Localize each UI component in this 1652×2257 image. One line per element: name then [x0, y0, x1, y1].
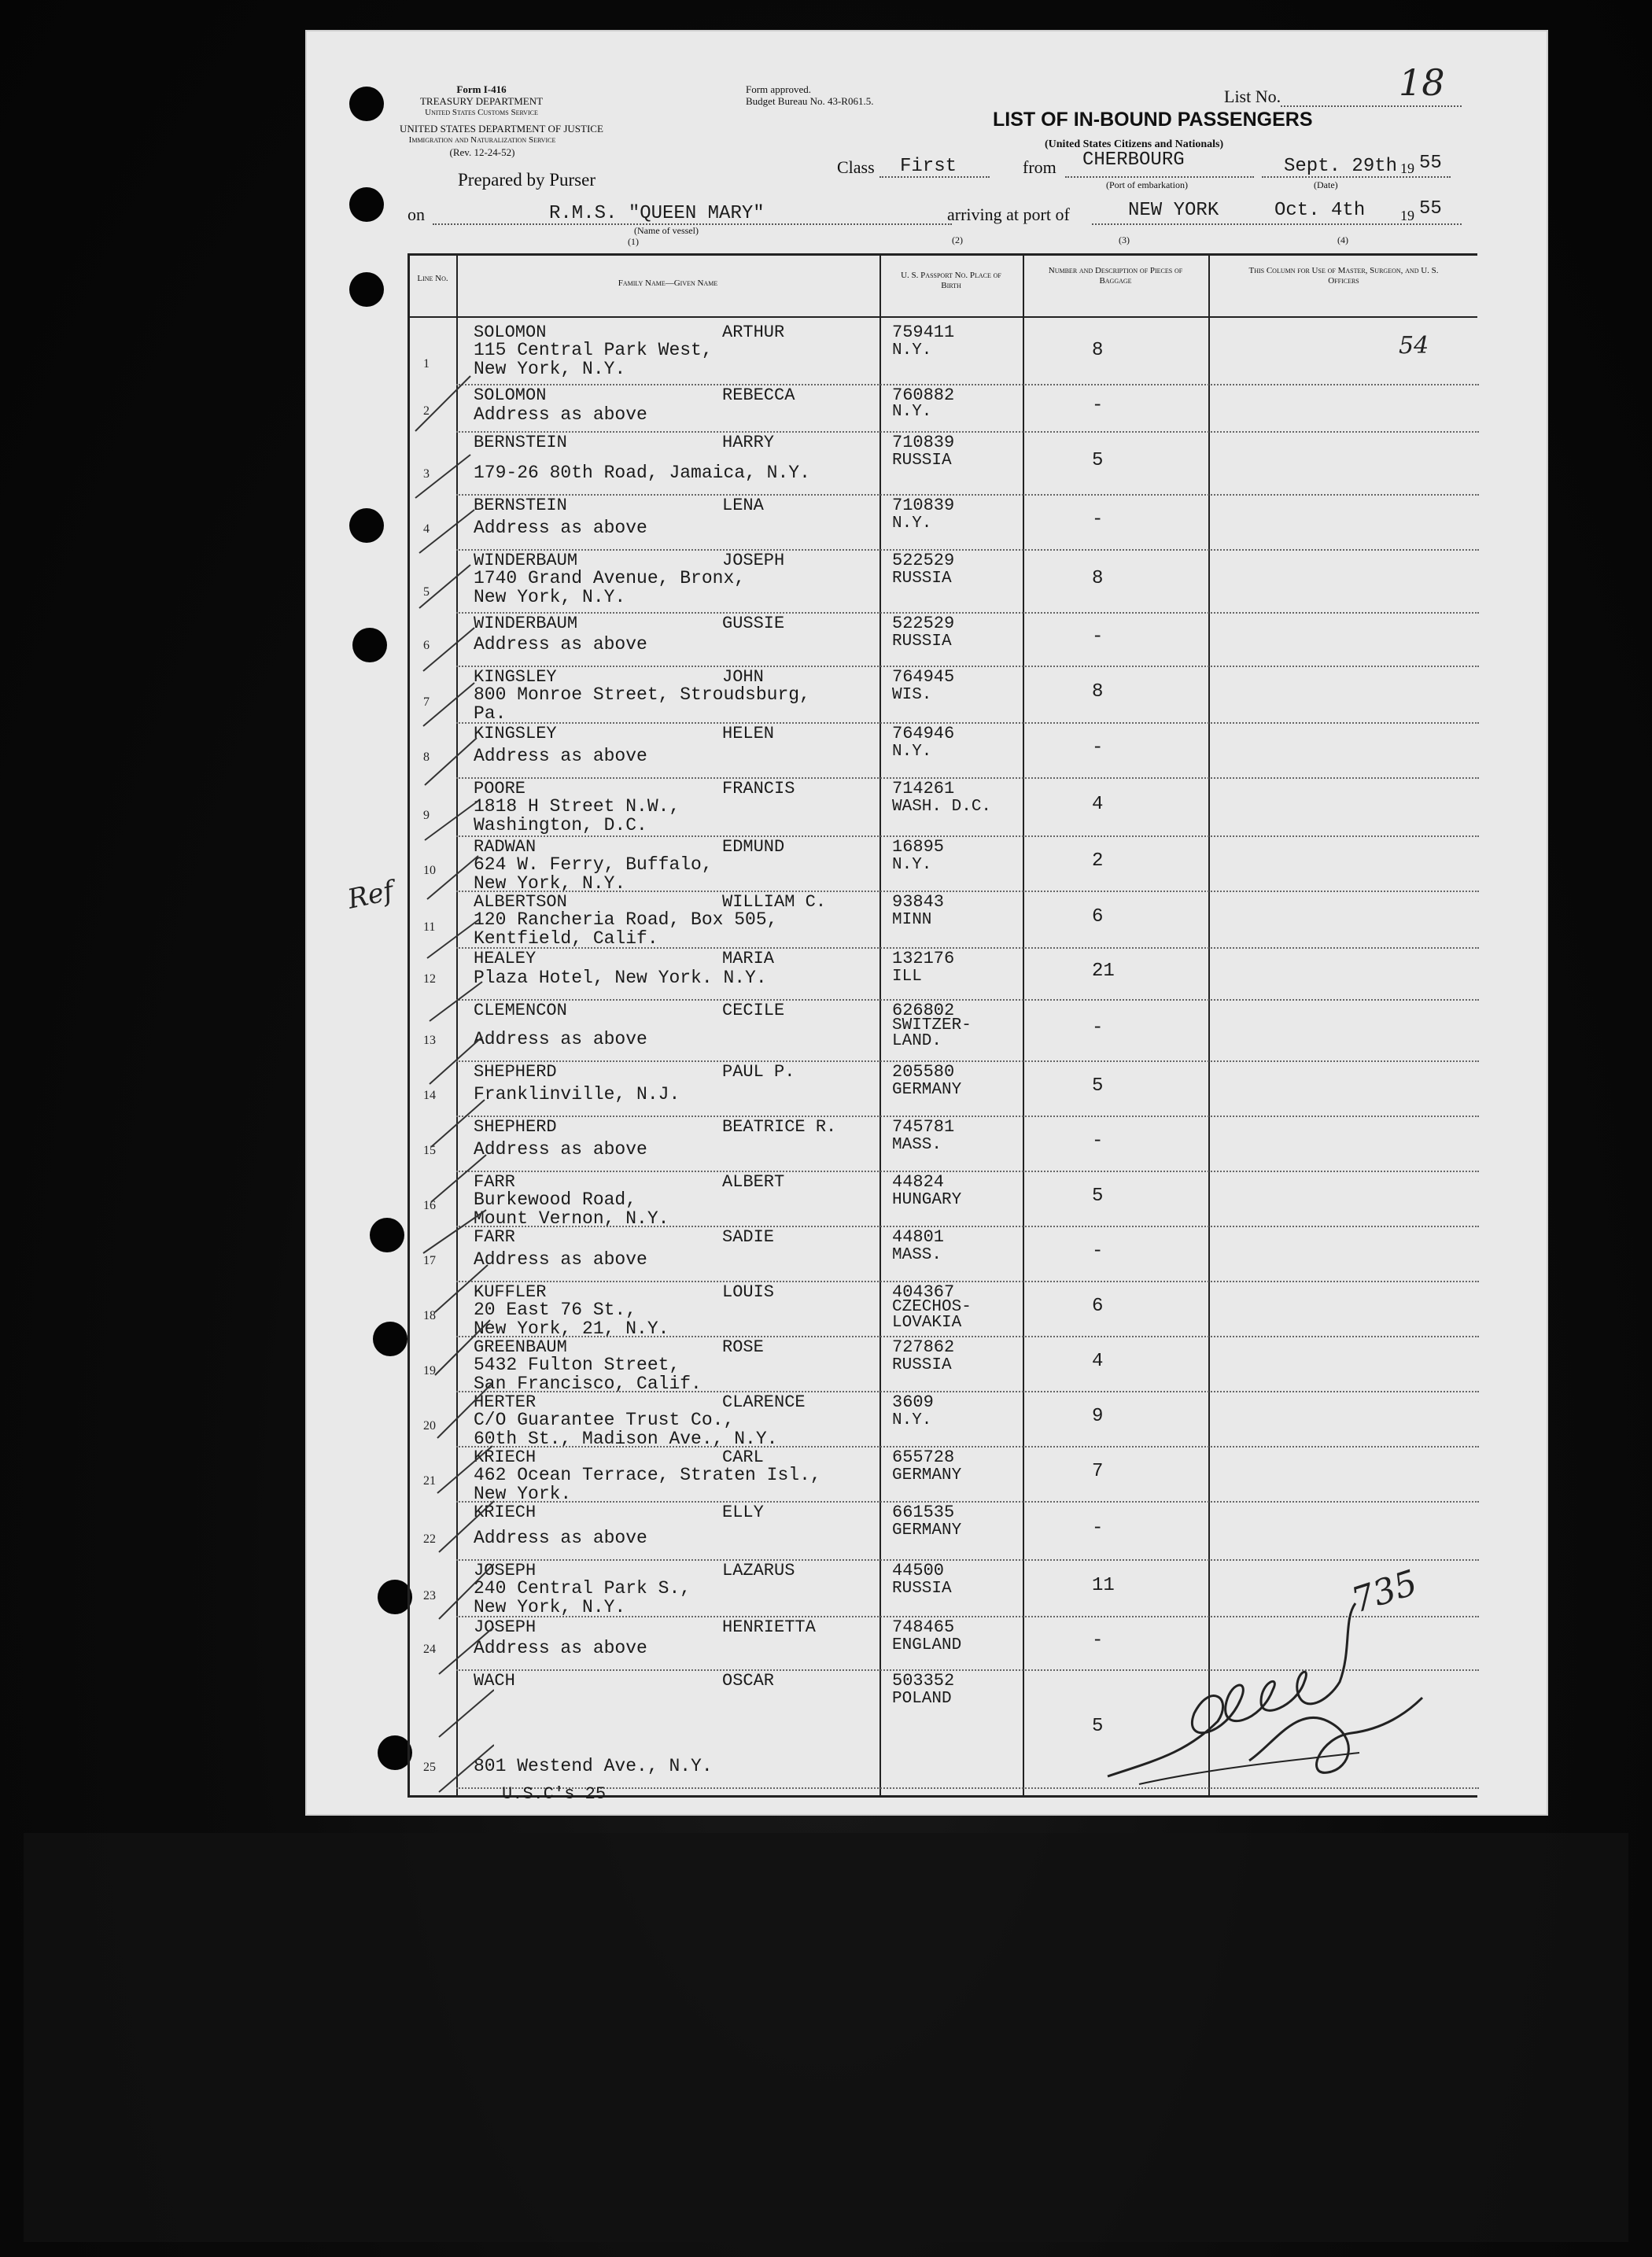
passport-number: 764946 [892, 724, 955, 743]
col-header-name: Family Name—Given Name [618, 278, 718, 288]
address-line-1: Address as above [474, 1249, 647, 1270]
place-of-birth: RUSSIA [892, 1580, 952, 1598]
given-name: ALBERT [722, 1172, 785, 1192]
place-of-birth: WIS. [892, 686, 932, 704]
address-line-1: Address as above [474, 404, 647, 425]
baggage-count: - [1092, 1630, 1104, 1651]
arrival-port: NEW YORK [1128, 200, 1219, 221]
approval-block [746, 83, 873, 107]
baggage-count: 5 [1092, 450, 1104, 471]
punch-hole [349, 87, 384, 121]
family-name: KRIECH [474, 1448, 537, 1467]
on-label: on [407, 205, 425, 224]
address-line-1: Address as above [474, 746, 647, 766]
address-line-1: 240 Central Park S., [474, 1578, 691, 1599]
scan-shadow [24, 1833, 1628, 2242]
line-number: 1 [423, 357, 430, 371]
address-line-1: Plaza Hotel, New York. N.Y. [474, 968, 767, 988]
family-name: CLEMENCON [474, 1001, 567, 1020]
baggage-count: 9 [1092, 1406, 1104, 1427]
given-name: LAZARUS [722, 1561, 795, 1580]
inspector-signature [1092, 1564, 1469, 1792]
from-line [1065, 176, 1254, 178]
address-line-1: 115 Central Park West, [474, 340, 713, 360]
place-of-birth: ENGLAND [892, 1636, 962, 1654]
baggage-count: 6 [1092, 1296, 1104, 1317]
baggage-count: 21 [1092, 961, 1115, 982]
address-line-1: Address as above [474, 1029, 647, 1049]
place-of-birth: N.Y. [892, 514, 932, 533]
line-number: 4 [423, 522, 430, 536]
baggage-count: - [1092, 1518, 1104, 1539]
address-line-1: 462 Ocean Terrace, Straten Isl., [474, 1465, 821, 1485]
passport-number: 661535 [892, 1503, 955, 1522]
caption-4: (4) [1337, 234, 1348, 245]
ins-service: Immigration and Naturalization Service [408, 135, 556, 145]
family-name: FARR [474, 1227, 515, 1247]
col-header-line-no: Line No. [417, 274, 448, 283]
baggage-count: - [1092, 1241, 1104, 1262]
given-name: REBECCA [722, 385, 795, 405]
place-of-birth: N.Y. [892, 341, 932, 360]
list-no-value: 18 [1399, 61, 1445, 104]
punch-hole [349, 187, 384, 222]
line-number: 6 [423, 639, 430, 652]
family-name: HEALEY [474, 949, 537, 968]
passport-number: 522529 [892, 614, 955, 633]
address-line-2: San Francisco, Calif. [474, 1374, 702, 1394]
baggage-count: 8 [1092, 568, 1104, 589]
place-of-birth: POLAND [892, 1690, 952, 1708]
line-number: 22 [423, 1532, 436, 1546]
line-number: 15 [423, 1144, 436, 1157]
address-line-2: New York, N.Y. [474, 359, 626, 379]
from-value: CHERBOURG [1082, 149, 1185, 171]
form-number: Form I-416 [456, 83, 507, 95]
passport-number: 727862 [892, 1337, 955, 1357]
family-name: SHEPHERD [474, 1117, 557, 1137]
line-number: 9 [423, 809, 430, 822]
family-name: GREENBAUM [474, 1337, 567, 1357]
given-name: CLARENCE [722, 1392, 806, 1412]
date-value: Sept. 29th [1284, 156, 1398, 177]
address-line-1: Address as above [474, 1638, 647, 1658]
margin-note: Ref [345, 875, 396, 916]
place-of-birth: N.Y. [892, 743, 932, 761]
baggage-count: 6 [1092, 906, 1104, 928]
justice-dept: UNITED STATES DEPARTMENT OF JUSTICE [400, 123, 603, 135]
place-of-birth: N.Y. [892, 856, 932, 874]
line-number: 7 [423, 695, 430, 709]
passport-number: 503352 [892, 1671, 955, 1691]
from-label: from [1023, 157, 1056, 177]
passport-number: 760882 [892, 385, 955, 405]
summary-note: U.S.C's 25 [502, 1784, 607, 1804]
family-name: JOSEPH [474, 1617, 537, 1637]
address-line-2: New York. [474, 1484, 572, 1504]
given-name: WILLIAM C. [722, 892, 827, 912]
passport-number: 44500 [892, 1561, 945, 1580]
place-of-birth: WASH. D.C. [892, 798, 992, 816]
address-line-1: Franklinville, N.J. [474, 1084, 680, 1105]
passport-number: 759411 [892, 323, 955, 342]
place-of-birth: RUSSIA [892, 632, 952, 651]
line-number: 11 [423, 920, 436, 934]
baggage-count: 11 [1092, 1575, 1115, 1596]
place-of-birth: RUSSIA [892, 452, 952, 470]
family-name: SOLOMON [474, 385, 547, 405]
family-name: HERTER [474, 1392, 537, 1412]
caption-1: (1) [628, 236, 639, 247]
passport-number: 44801 [892, 1227, 945, 1247]
address-line-2: Kentfield, Calif. [474, 928, 658, 949]
baggage-count: - [1092, 626, 1104, 647]
prepared-by: Prepared by Purser [458, 170, 596, 190]
line-number: 2 [423, 404, 430, 418]
line-number: 21 [423, 1474, 436, 1488]
line-number: 8 [423, 750, 430, 764]
line-number: 17 [423, 1254, 436, 1267]
line-number: 5 [423, 585, 430, 599]
place-of-birth: RUSSIA [892, 1356, 952, 1374]
year-value: 55 [1419, 153, 1442, 174]
place-of-birth: GERMANY [892, 1081, 962, 1099]
address-line-2: New York, N.Y. [474, 873, 626, 894]
baggage-count: 5 [1092, 1186, 1104, 1207]
family-name: SHEPHERD [474, 1062, 557, 1082]
address-line-1: 801 Westend Ave., N.Y. [474, 1756, 713, 1776]
address-line-1: 624 W. Ferry, Buffalo, [474, 854, 713, 875]
family-name: WINDERBAUM [474, 614, 578, 633]
place-of-birth: HUNGARY [892, 1191, 962, 1209]
line-number: 10 [423, 864, 436, 877]
given-name: ARTHUR [722, 323, 785, 342]
address-line-2: Mount Vernon, N.Y. [474, 1208, 669, 1229]
approval-line: Form approved. [746, 83, 812, 95]
given-name: OSCAR [722, 1671, 775, 1691]
passport-number: 522529 [892, 551, 955, 570]
budget-bureau: Budget Bureau No. 43-R061.5. [746, 95, 874, 107]
punch-hole [349, 272, 384, 307]
address-line-1: 120 Rancheria Road, Box 505, [474, 909, 778, 930]
arriving-label: arriving at port of [947, 205, 1070, 224]
address-line-1: 800 Monroe Street, Stroudsburg, [474, 684, 810, 705]
passport-number: 205580 [892, 1062, 955, 1082]
line-number: 13 [423, 1034, 436, 1047]
caption-2: (2) [952, 234, 963, 245]
address-line-1: Address as above [474, 1528, 647, 1548]
line-number: 23 [423, 1589, 436, 1602]
baggage-count: - [1092, 737, 1104, 758]
given-name: HARRY [722, 433, 775, 452]
line-number: 19 [423, 1364, 436, 1377]
address-line-1: Address as above [474, 1139, 647, 1160]
passport-number: 745781 [892, 1117, 955, 1137]
baggage-count: 2 [1092, 850, 1104, 872]
caption-3: (3) [1119, 234, 1130, 245]
given-name: LENA [722, 496, 764, 515]
baggage-count: 8 [1092, 340, 1104, 361]
passenger-list-page [305, 30, 1548, 1816]
family-name: KUFFLER [474, 1282, 547, 1302]
baggage-count: 4 [1092, 794, 1104, 815]
given-name: BEATRICE R. [722, 1117, 837, 1137]
address-line-2: Pa. [474, 703, 507, 724]
baggage-count: - [1092, 1130, 1104, 1152]
given-name: EDMUND [722, 837, 785, 857]
family-name: ALBERTSON [474, 892, 567, 912]
given-name: JOSEPH [722, 551, 785, 570]
line-number: 18 [423, 1309, 436, 1322]
col-header-baggage: Number and Description of Pieces of Baggage [1048, 266, 1183, 286]
vessel-caption: (Name of vessel) [634, 225, 699, 236]
baggage-count: 5 [1092, 1716, 1104, 1737]
given-name: GUSSIE [722, 614, 785, 633]
place-of-birth: CZECHOS-LOVAKIA [892, 1298, 972, 1332]
family-name: JOSEPH [474, 1561, 537, 1580]
given-name: CECILE [722, 1001, 785, 1020]
family-name: KINGSLEY [474, 667, 557, 687]
passport-number: 404367 [892, 1282, 955, 1302]
treasury-dept: TREASURY DEPARTMENT [419, 95, 544, 107]
line-number: 20 [423, 1419, 436, 1433]
passport-number: 132176 [892, 949, 955, 968]
address-line-2: New York, N.Y. [474, 1597, 626, 1617]
place-of-birth: GERMANY [892, 1466, 962, 1484]
address-line-1: 179-26 80th Road, Jamaica, N.Y. [474, 463, 810, 483]
family-name: SOLOMON [474, 323, 547, 342]
arrival-date: Oct. 4th [1274, 200, 1366, 221]
passport-number: 3609 [892, 1392, 934, 1412]
given-name: SADIE [722, 1227, 775, 1247]
baggage-count: 5 [1092, 1075, 1104, 1097]
passport-number: 710839 [892, 433, 955, 452]
table-header-border [407, 316, 1477, 318]
passport-number: 44824 [892, 1172, 945, 1192]
address-line-1: 1818 H Street N.W., [474, 796, 680, 817]
baggage-count: - [1092, 1017, 1104, 1038]
class-label: Class [837, 157, 875, 177]
line-number: 25 [423, 1761, 436, 1774]
address-line-1: Address as above [474, 518, 647, 538]
passport-number: 748465 [892, 1617, 955, 1637]
place-of-birth: N.Y. [892, 403, 932, 421]
family-name: RADWAN [474, 837, 537, 857]
justice-block [400, 123, 603, 158]
passport-number: 16895 [892, 837, 945, 857]
customs-service: United States Customs Service [425, 108, 538, 117]
baggage-count: 4 [1092, 1351, 1104, 1372]
given-name: LOUIS [722, 1282, 775, 1302]
baggage-count: - [1092, 509, 1104, 530]
address-line-2: New York, 21, N.Y. [474, 1318, 669, 1339]
form-header-agencies [403, 83, 560, 119]
family-name: FARR [474, 1172, 515, 1192]
given-name: ROSE [722, 1337, 764, 1357]
col-header-officers: This Column for Use of Master, Surgeon, and U. S. Officers [1248, 266, 1439, 286]
line-number: 12 [423, 972, 436, 986]
officer-note: 54 [1399, 332, 1429, 360]
line-number: 14 [423, 1089, 436, 1102]
family-name: KRIECH [474, 1503, 537, 1522]
given-name: FRANCIS [722, 779, 795, 798]
form-subtitle: (United States Citizens and Nationals) [1045, 138, 1224, 150]
place-of-birth: RUSSIA [892, 570, 952, 588]
list-no-line [1281, 105, 1462, 107]
given-name: ELLY [722, 1503, 764, 1522]
place-of-birth: SWITZER-LAND. [892, 1016, 972, 1050]
baggage-count: 8 [1092, 681, 1104, 703]
passport-number: 93843 [892, 892, 945, 912]
vessel-value: R.M.S. "QUEEN MARY" [549, 203, 765, 224]
baggage-count: 7 [1092, 1461, 1104, 1482]
place-of-birth: MASS. [892, 1136, 942, 1154]
port-embarkation-caption: (Port of embarkation) [1106, 179, 1188, 190]
place-of-birth: N.Y. [892, 1411, 932, 1429]
arrival-year: 55 [1419, 198, 1442, 219]
passport-number: 626802 [892, 1001, 955, 1020]
passport-number: 714261 [892, 779, 955, 798]
given-name: PAUL P. [722, 1062, 795, 1082]
given-name: CARL [722, 1448, 764, 1467]
family-name: WINDERBAUM [474, 551, 578, 570]
date-caption: (Date) [1314, 179, 1338, 190]
address-line-1: 20 East 76 St., [474, 1300, 637, 1320]
address-line-2: 60th St., Madison Ave., N.Y. [474, 1429, 778, 1449]
passport-number: 710839 [892, 496, 955, 515]
given-name: HELEN [722, 724, 775, 743]
family-name: POORE [474, 779, 526, 798]
place-of-birth: MASS. [892, 1246, 942, 1264]
family-name: KINGSLEY [474, 724, 557, 743]
class-value: First [900, 156, 957, 177]
arrival-year-prefix: 19 [1400, 208, 1414, 223]
list-no-label: List No. [1224, 87, 1281, 106]
address-line-1: 1740 Grand Avenue, Bronx, [474, 568, 746, 588]
address-line-1: Burkewood Road, [474, 1189, 637, 1210]
form-title: LIST OF IN-BOUND PASSENGERS [993, 109, 1313, 131]
passport-number: 764945 [892, 667, 955, 687]
given-name: JOHN [722, 667, 764, 687]
given-name: MARIA [722, 949, 775, 968]
place-of-birth: MINN [892, 911, 932, 929]
check-marks [337, 329, 494, 1824]
address-line-1: 5432 Fulton Street, [474, 1355, 680, 1375]
family-name: WACH [474, 1671, 515, 1691]
year-prefix: 19 [1400, 160, 1414, 176]
address-line-2: Washington, D.C. [474, 815, 647, 835]
baggage-count: - [1092, 395, 1104, 416]
passport-number: 655728 [892, 1448, 955, 1467]
line-number: 24 [423, 1643, 436, 1656]
address-line-1: C/O Guarantee Trust Co., [474, 1410, 735, 1430]
officer-total: 735 [1347, 1562, 1422, 1621]
address-line-2: New York, N.Y. [474, 587, 626, 607]
family-name: BERNSTEIN [474, 496, 567, 515]
line-number: 3 [423, 467, 430, 481]
line-number: 16 [423, 1199, 436, 1212]
table-top-border [407, 253, 1477, 256]
revision: (Rev. 12-24-52) [449, 146, 515, 158]
place-of-birth: ILL [892, 968, 922, 986]
place-of-birth: GERMANY [892, 1521, 962, 1540]
given-name: HENRIETTA [722, 1617, 816, 1637]
col-header-passport: U. S. Passport No. Place of Birth [901, 271, 1001, 290]
address-line-1: Address as above [474, 634, 647, 655]
family-name: BERNSTEIN [474, 433, 567, 452]
